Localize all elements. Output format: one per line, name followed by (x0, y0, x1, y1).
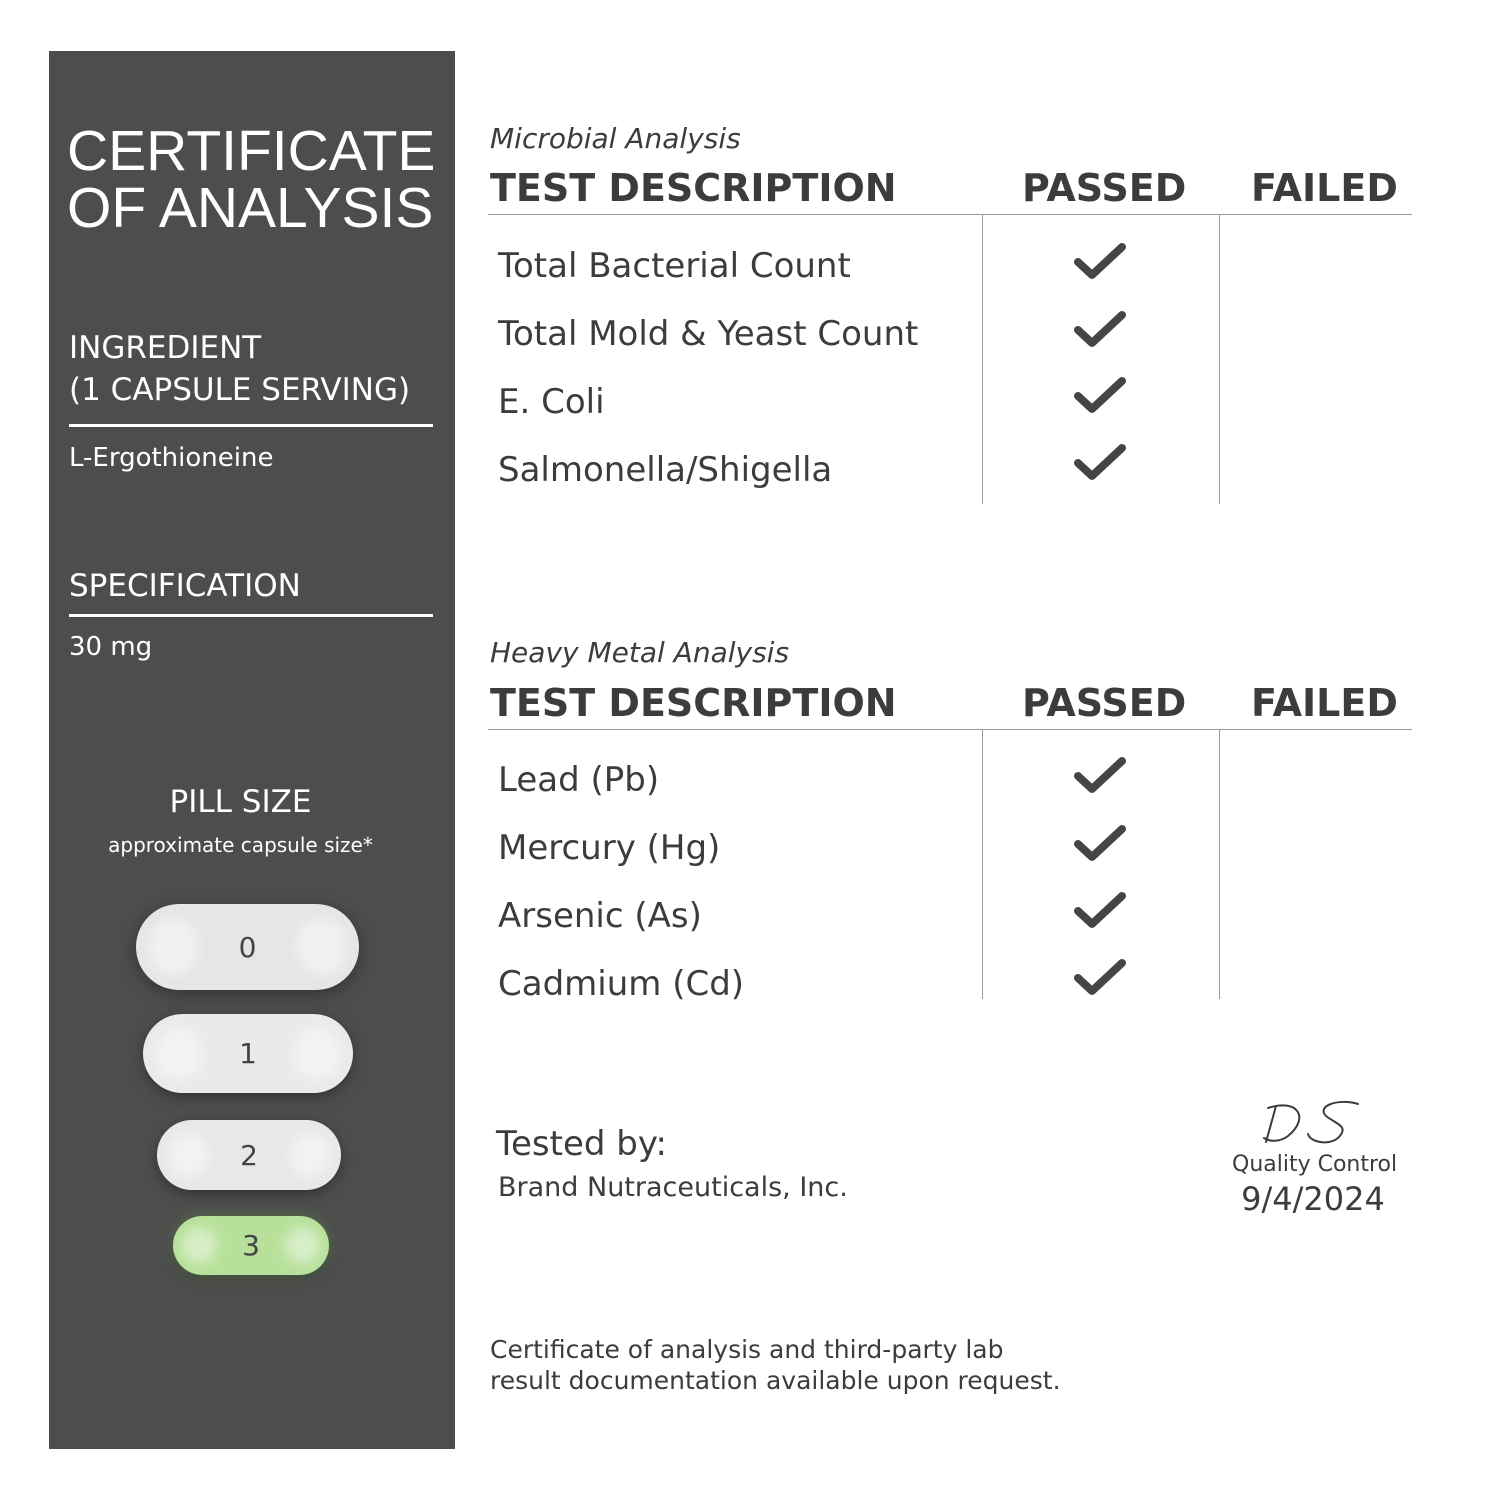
check-icon (1074, 443, 1126, 483)
capsule-size-3-highlighted (173, 1216, 329, 1275)
heavy-metal-divider-passed (982, 729, 983, 999)
tested-by-label: Tested by: (496, 1124, 667, 1164)
check-icon (1074, 310, 1126, 350)
check-icon (1074, 756, 1126, 796)
microbial-divider-passed (982, 214, 983, 504)
heavy-metal-col-description: TEST DESCRIPTION (490, 681, 897, 725)
specification-heading: SPECIFICATION (69, 568, 301, 604)
check-icon (1074, 242, 1126, 282)
footnote (490, 1334, 1090, 1396)
tested-by-value: Brand Nutraceuticals, Inc. (498, 1172, 848, 1203)
microbial-col-passed: PASSED (1022, 166, 1187, 210)
certificate-title (67, 119, 447, 240)
capsule-label: 0 (238, 930, 257, 964)
pill-size-note: approximate capsule size* (108, 833, 373, 857)
signature-mark (1258, 1096, 1370, 1148)
capsule-label: 1 (239, 1037, 257, 1070)
title-line-2: OF ANALYSIS (67, 176, 434, 240)
microbial-row-label: Total Bacterial Count (498, 246, 851, 286)
pill-size-heading: PILL SIZE (169, 784, 312, 820)
heavy-metal-row-label: Lead (Pb) (498, 760, 660, 800)
footnote-line-1: Certificate of analysis and third-party lab (490, 1335, 1004, 1364)
heavy-metal-divider-failed (1219, 729, 1220, 999)
footnote-line-2: result documentation available upon request. (490, 1366, 1061, 1395)
specification-divider (69, 614, 433, 617)
capsule-label: 3 (242, 1229, 260, 1262)
microbial-section-label: Microbial Analysis (490, 122, 741, 155)
heavy-metal-row-label: Cadmium (Cd) (498, 964, 745, 1004)
ingredient-value: L-Ergothioneine (69, 443, 274, 473)
microbial-divider-failed (1219, 214, 1220, 504)
capsule-size-0 (136, 904, 359, 990)
microbial-row-label: E. Coli (498, 382, 605, 422)
check-icon (1074, 958, 1126, 998)
heavy-metal-section-label: Heavy Metal Analysis (490, 636, 790, 669)
title-line-1: CERTIFICATE (67, 119, 436, 183)
heavy-metal-row-label: Arsenic (As) (498, 896, 702, 936)
ingredient-heading-line-2: (1 CAPSULE SERVING) (69, 372, 411, 408)
microbial-header-rule (488, 214, 1412, 215)
microbial-row-label: Salmonella/Shigella (498, 450, 833, 490)
heavy-metal-header-rule (488, 729, 1412, 730)
specification-value: 30 mg (69, 632, 153, 662)
capsule-size-2 (157, 1120, 341, 1190)
microbial-col-failed: FAILED (1251, 166, 1398, 210)
quality-control-label: Quality Control (1232, 1152, 1398, 1177)
capsule-label: 2 (240, 1138, 258, 1172)
microbial-row-label: Total Mold & Yeast Count (498, 314, 919, 354)
quality-control-date: 9/4/2024 (1241, 1180, 1385, 1218)
ingredient-divider (69, 424, 433, 427)
check-icon (1074, 824, 1126, 864)
capsule-size-1 (143, 1014, 353, 1093)
heavy-metal-col-passed: PASSED (1022, 681, 1187, 725)
sidebar-panel (49, 51, 455, 1449)
ingredient-heading-line-1: INGREDIENT (69, 330, 262, 366)
heavy-metal-row-label: Mercury (Hg) (498, 828, 721, 868)
microbial-col-description: TEST DESCRIPTION (490, 166, 897, 210)
check-icon (1074, 891, 1126, 931)
heavy-metal-col-failed: FAILED (1251, 681, 1398, 725)
check-icon (1074, 376, 1126, 416)
